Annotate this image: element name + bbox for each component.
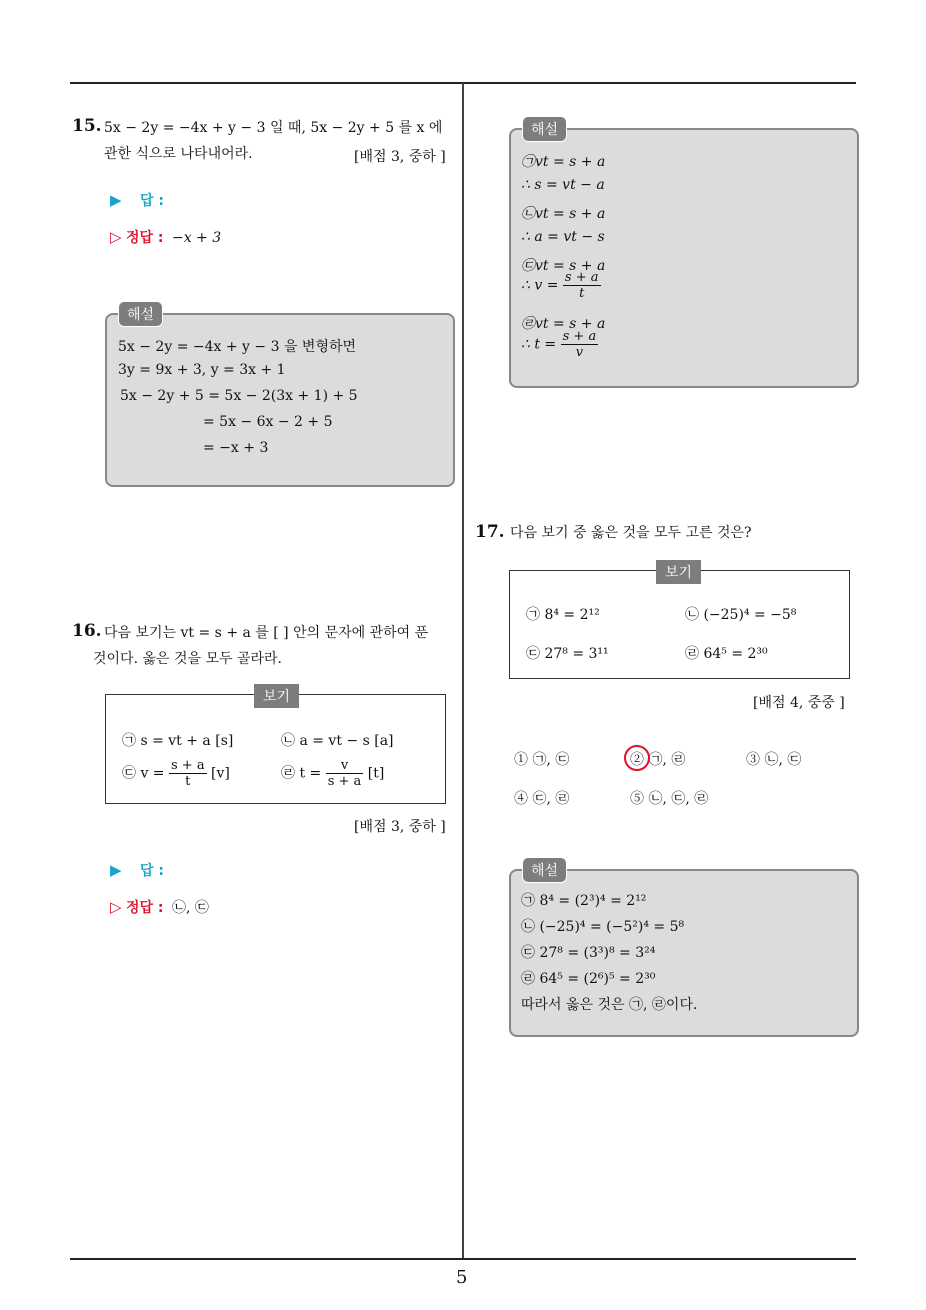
- choice-5[interactable]: ⑤ ㉡, ㉢, ㉣: [630, 791, 709, 807]
- bogi-item-d: ㉣ 64⁵ = 2³⁰: [685, 646, 768, 662]
- bogi-item-b: ㉡ a = vt − s [a]: [281, 733, 394, 749]
- bogi-tag: 보기: [254, 684, 299, 708]
- page-number: 5: [456, 1267, 468, 1288]
- bogi-item-d: [281, 758, 384, 789]
- bogi-item-a: ㉠ 8⁴ = 2¹²: [526, 607, 600, 623]
- column-divider: [462, 83, 464, 1259]
- choice-3[interactable]: ③ ㉡, ㉢: [746, 752, 802, 768]
- question-number: 15.: [72, 116, 102, 136]
- bogi-tag: 보기: [656, 560, 701, 584]
- solution-line: ㉠vt = s + a: [521, 154, 606, 170]
- item-d-fraction: [326, 758, 364, 789]
- fraction: [561, 329, 599, 360]
- fraction-denominator: s + a: [327, 774, 362, 789]
- question-text-line2: 관한 식으로 나타내어라.: [104, 146, 253, 162]
- question-number: 16.: [72, 621, 102, 641]
- solution-line-fraction: [521, 329, 598, 360]
- line-prefix: ∴ t =: [521, 336, 557, 353]
- question-number: 17.: [475, 522, 505, 542]
- solution-line: ㉢vt = s + a: [521, 258, 606, 274]
- choice-4[interactable]: ④ ㉢, ㉣: [514, 791, 570, 807]
- correct-label: 정답 :: [126, 900, 164, 916]
- solution-line: 3y = 9x + 3, y = 3x + 1: [118, 362, 286, 378]
- correct-label: 정답 :: [126, 230, 164, 246]
- question-text-line1: 5x − 2y = −4x + y − 3 일 때, 5x − 2y + 5 를 x 에: [104, 120, 443, 136]
- question-text-line1: 다음 보기는 vt = s + a 를 [ ] 안의 문자에 관하여 푼: [104, 625, 429, 641]
- correct-answer-row: [110, 897, 209, 917]
- fraction-denominator: v: [575, 345, 584, 360]
- fraction-numerator: s + a: [562, 329, 597, 344]
- selected-choice-circle: [624, 745, 650, 771]
- solution-line: ㉢ 27⁸ = (3³)⁸ = 3²⁴: [521, 945, 656, 961]
- answer-label: 답 :: [140, 863, 164, 879]
- solution-tag: 해설: [522, 116, 567, 142]
- correct-value: ㉡, ㉢: [171, 900, 209, 916]
- answer-label: 답 :: [140, 193, 164, 209]
- item-d-prefix: ㉣ t =: [281, 765, 322, 782]
- solution-line: = 5x − 6x − 2 + 5: [203, 414, 333, 430]
- bottom-rule: [70, 1258, 856, 1260]
- correct-arrow-icon: ▷: [110, 228, 122, 246]
- solution-line: = −x + 3: [203, 440, 269, 456]
- answer-arrow-icon: ▶: [110, 191, 122, 209]
- item-c-prefix: ㉢ v =: [122, 765, 165, 782]
- choice-2[interactable]: ② ㉠, ㉣: [630, 752, 686, 768]
- solution-line: 따라서 옳은 것은 ㉠, ㉣이다.: [521, 997, 698, 1013]
- fraction: [563, 270, 601, 301]
- question-text: 다음 보기 중 옳은 것을 모두 고른 것은?: [510, 525, 752, 541]
- fraction-denominator: t: [185, 774, 191, 789]
- solution-line-fraction: [521, 270, 601, 301]
- answer-row: [110, 190, 164, 210]
- line-prefix: ∴ v =: [521, 277, 559, 294]
- correct-arrow-icon: ▷: [110, 898, 122, 916]
- answer-arrow-icon: ▶: [110, 861, 122, 879]
- solution-line: 5x − 2y = −4x + y − 3 을 변형하면: [118, 339, 357, 355]
- bogi-item-c: ㉢ 27⁸ = 3¹¹: [526, 646, 609, 662]
- solution-line: ㉣vt = s + a: [521, 316, 606, 332]
- score: [배점 4, 중중 ]: [753, 695, 845, 711]
- solution-line: ㉡ (−25)⁴ = (−5²)⁴ = 5⁸: [521, 919, 685, 935]
- fraction-denominator: t: [579, 286, 585, 301]
- question-text-line2: 것이다. 옳은 것을 모두 골라라.: [93, 651, 282, 667]
- bogi-item-b: ㉡ (−25)⁴ = −5⁸: [685, 607, 797, 623]
- solution-line: ∴ a = vt − s: [521, 229, 605, 245]
- item-d-suffix: [t]: [367, 765, 385, 782]
- item-c-fraction: [169, 758, 207, 789]
- score: [배점 3, 중하 ]: [354, 819, 446, 835]
- correct-value: −x + 3: [171, 230, 222, 246]
- answer-row: [110, 860, 164, 880]
- solution-line: ㉡vt = s + a: [521, 206, 606, 222]
- solution-line: ㉠ 8⁴ = (2³)⁴ = 2¹²: [521, 893, 647, 909]
- fraction-numerator: s + a: [564, 270, 599, 285]
- solution-line: ㉣ 64⁵ = (2⁶)⁵ = 2³⁰: [521, 971, 656, 987]
- item-c-suffix: [v]: [211, 765, 230, 782]
- bogi-item-c: [122, 758, 230, 789]
- solution-line: ∴ s = vt − a: [521, 177, 605, 193]
- solution-tag: 해설: [522, 857, 567, 883]
- solution-tag: 해설: [118, 301, 163, 327]
- bogi-item-a: ㉠ s = vt + a [s]: [122, 733, 234, 749]
- fraction-numerator: s + a: [171, 758, 205, 773]
- solution-line: 5x − 2y + 5 = 5x − 2(3x + 1) + 5: [120, 388, 358, 404]
- score: [배점 3, 중하 ]: [354, 149, 446, 165]
- fraction-numerator: v: [326, 758, 364, 774]
- choice-1[interactable]: ① ㉠, ㉢: [514, 752, 570, 768]
- correct-answer-row: [110, 227, 221, 247]
